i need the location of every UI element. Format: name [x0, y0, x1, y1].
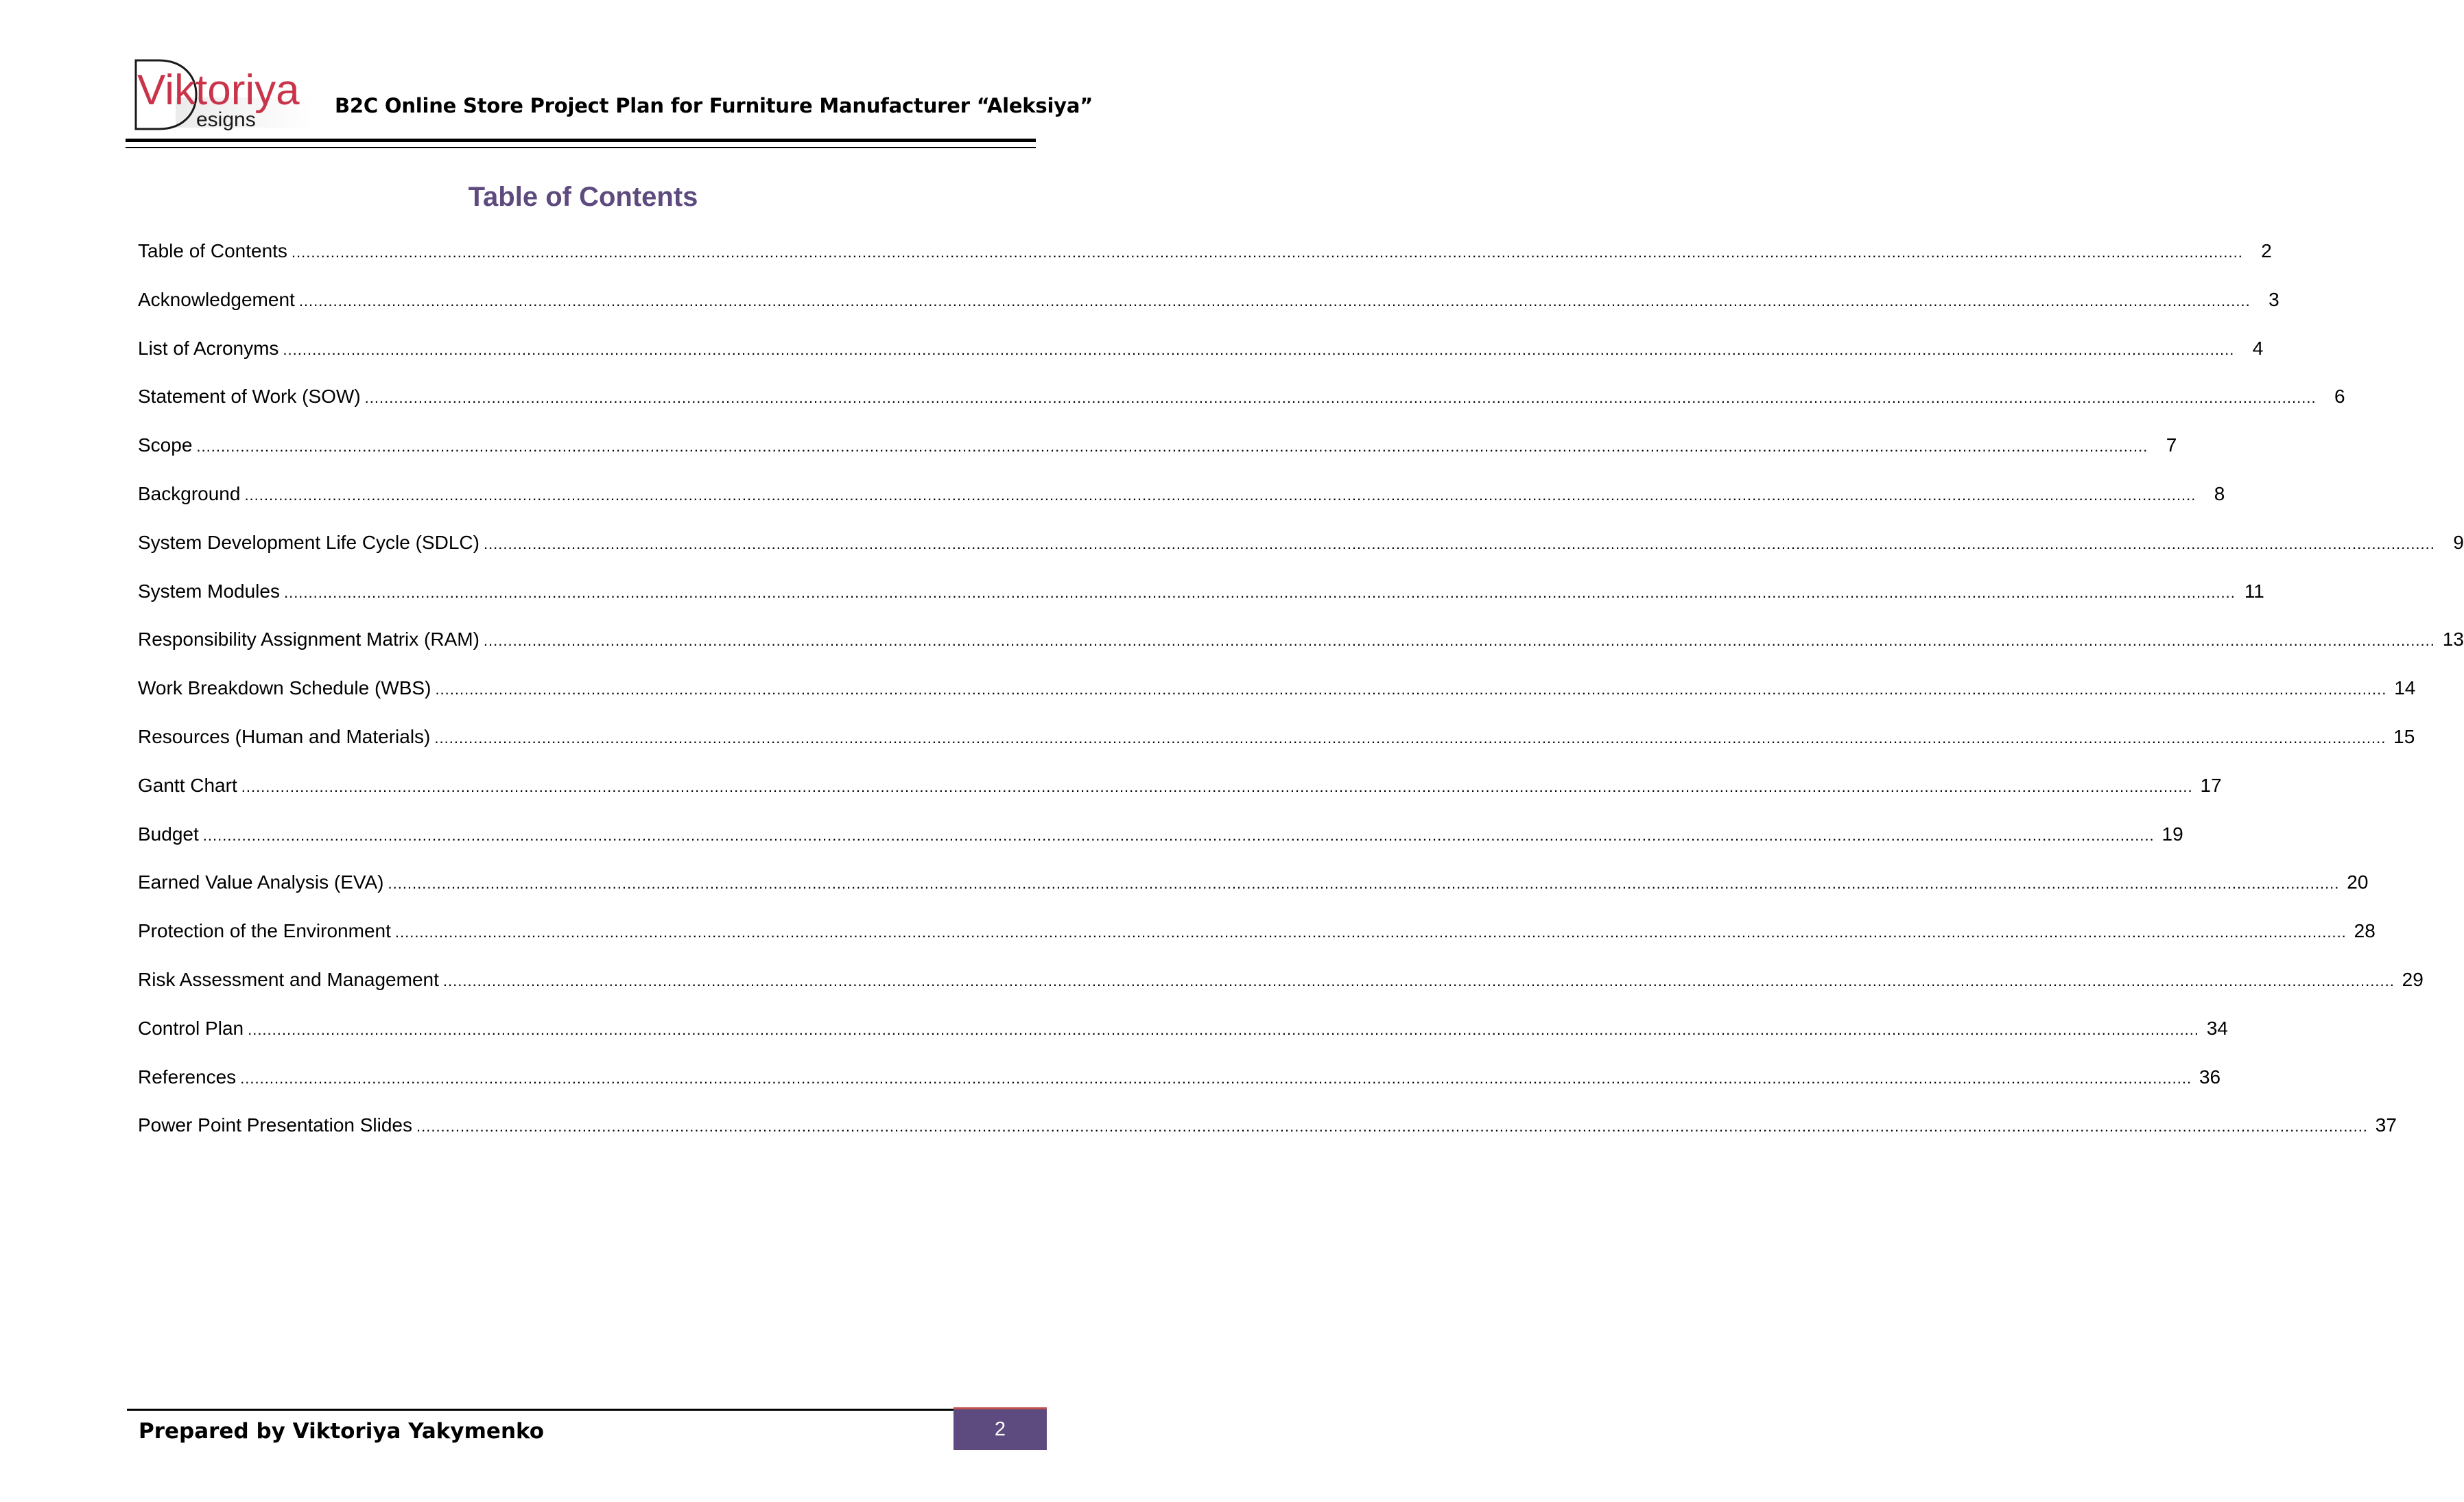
page-number-badge — [953, 1407, 1047, 1450]
toc-entry[interactable] — [138, 434, 2177, 483]
toc-entry-label: Background — [138, 482, 241, 504]
toc-entry[interactable] — [138, 386, 2345, 434]
toc-entry-page-number: 15 — [2393, 725, 2415, 747]
toc-entry[interactable] — [138, 482, 2225, 532]
toc-entry-label: List of Acronyms — [138, 337, 279, 359]
toc-entry-page-number: 28 — [2354, 920, 2376, 942]
toc-dot-leader: ................................................................................................................................................................................................................................................................................................................................................................................................................ — [416, 1118, 2368, 1136]
toc-dot-leader: ................................................................................................................................................................................................................................................................................................................................................................................................................ — [434, 729, 2386, 747]
toc-dot-leader: ................................................................................................................................................................................................................................................................................................................................................................................................................ — [483, 535, 2435, 552]
toc-dot-leader: ................................................................................................................................................................................................................................................................................................................................................................................................................ — [196, 438, 2148, 456]
toc-entry-label: System Development Life Cycle (SDLC) — [138, 531, 479, 553]
toc-dot-leader: ................................................................................................................................................................................................................................................................................................................................................................................................................ — [442, 972, 2395, 989]
toc-entry[interactable] — [138, 823, 2183, 872]
toc-entry-label: Budget — [138, 823, 199, 845]
toc-entry[interactable] — [138, 1114, 2397, 1163]
toc-dot-leader: ................................................................................................................................................................................................................................................................................................................................................................................................................ — [388, 875, 2340, 893]
toc-entry-label: Table of Contents — [138, 240, 287, 261]
toc-entry-page-number: 8 — [2214, 482, 2225, 504]
toc-entry-page-number: 19 — [2161, 823, 2183, 845]
toc-dot-leader: ................................................................................................................................................................................................................................................................................................................................................................................................................ — [394, 924, 2347, 941]
toc-entry-page-number: 6 — [2334, 386, 2345, 408]
logo-sub-text: esigns — [196, 108, 256, 131]
toc-dot-leader: ................................................................................................................................................................................................................................................................................................................................................................................................................ — [248, 1020, 2200, 1038]
toc-entry-page-number: 2 — [2261, 240, 2272, 261]
toc-dot-leader: ................................................................................................................................................................................................................................................................................................................................................................................................................ — [291, 244, 2243, 261]
toc-dot-leader: ................................................................................................................................................................................................................................................................................................................................................................................................................ — [483, 632, 2435, 650]
toc-entry-page-number: 20 — [2347, 871, 2369, 893]
footer-divider — [127, 1409, 978, 1411]
toc-dot-leader: ................................................................................................................................................................................................................................................................................................................................................................................................................ — [202, 826, 2155, 844]
toc-dot-leader: ................................................................................................................................................................................................................................................................................................................................................................................................................ — [244, 486, 2196, 504]
toc-entry[interactable] — [138, 1066, 2221, 1115]
toc-entry[interactable] — [138, 968, 2424, 1018]
toc-entry-page-number: 36 — [2199, 1066, 2221, 1088]
company-logo — [134, 55, 313, 137]
toc-entry[interactable] — [138, 677, 2416, 726]
logo-main-text: Viktoriya — [137, 67, 300, 114]
toc-dot-leader: ................................................................................................................................................................................................................................................................................................................................................................................................................ — [435, 681, 2387, 699]
toc-entry[interactable] — [138, 871, 2369, 920]
toc-entry-label: Resources (Human and Materials) — [138, 725, 431, 747]
toc-entry-page-number: 17 — [2200, 774, 2222, 796]
toc-entry[interactable] — [138, 774, 2222, 823]
toc-dot-leader: ................................................................................................................................................................................................................................................................................................................................................................................................................ — [241, 777, 2193, 795]
toc-entry-page-number: 13 — [2442, 629, 2464, 650]
toc-entry[interactable] — [138, 920, 2376, 969]
toc-entry[interactable] — [138, 337, 2264, 386]
toc-entry-label: Risk Assessment and Management — [138, 968, 439, 990]
toc-entry[interactable] — [138, 531, 2464, 580]
toc-entry-label: Gantt Chart — [138, 774, 237, 796]
toc-entry-label: Protection of the Environment — [138, 920, 391, 942]
toc-dot-leader: ................................................................................................................................................................................................................................................................................................................................................................................................................ — [240, 1069, 2192, 1087]
toc-entry-label: Earned Value Analysis (EVA) — [138, 871, 384, 893]
toc-entry-page-number: 29 — [2402, 968, 2424, 990]
toc-entry-page-number: 37 — [2375, 1114, 2397, 1136]
toc-entry[interactable] — [138, 1017, 2229, 1066]
toc-entry-label: References — [138, 1066, 237, 1088]
toc-entry-page-number: 9 — [2453, 531, 2464, 553]
toc-entry[interactable] — [138, 580, 2264, 629]
document-header-title: B2C Online Store Project Plan for Furniture Manufacturer “Aleksiya” — [335, 94, 1093, 117]
toc-entry[interactable] — [138, 725, 2415, 775]
header-divider-thick — [126, 139, 1036, 142]
toc-entry-page-number: 4 — [2252, 337, 2264, 359]
toc-entry-label: System Modules — [138, 580, 280, 602]
toc-dot-leader: ................................................................................................................................................................................................................................................................................................................................................................................................................ — [283, 583, 2236, 601]
toc-entry-page-number: 3 — [2268, 288, 2279, 310]
toc-entry-page-number: 7 — [2166, 434, 2177, 456]
page-number: 2 — [994, 1418, 1006, 1440]
header-divider-thin — [126, 147, 1036, 148]
toc-entry-label: Work Breakdown Schedule (WBS) — [138, 677, 431, 699]
toc-entry[interactable] — [138, 240, 2272, 289]
table-of-contents-list — [138, 240, 2464, 1163]
toc-entry[interactable] — [138, 288, 2279, 338]
page-title: Table of Contents — [468, 182, 698, 212]
toc-dot-leader: ................................................................................................................................................................................................................................................................................................................................................................................................................ — [298, 292, 2251, 309]
toc-entry-label: Power Point Presentation Slides — [138, 1114, 412, 1136]
toc-entry-label: Control Plan — [138, 1017, 244, 1039]
toc-entry-label: Statement of Work (SOW) — [138, 386, 361, 408]
footer-prepared-by: Prepared by Viktoriya Yakymenko — [139, 1419, 545, 1444]
toc-entry-page-number: 14 — [2394, 677, 2416, 699]
toc-entry-label: Acknowledgement — [138, 288, 295, 310]
toc-dot-leader: ................................................................................................................................................................................................................................................................................................................................................................................................................ — [364, 389, 2317, 407]
toc-entry-page-number: 34 — [2206, 1017, 2229, 1039]
toc-entry[interactable] — [138, 629, 2464, 677]
toc-dot-leader: ................................................................................................................................................................................................................................................................................................................................................................................................................ — [283, 340, 2235, 358]
toc-entry-label: Responsibility Assignment Matrix (RAM) — [138, 629, 479, 650]
toc-entry-label: Scope — [138, 434, 193, 456]
toc-entry-page-number: 11 — [2244, 580, 2264, 602]
